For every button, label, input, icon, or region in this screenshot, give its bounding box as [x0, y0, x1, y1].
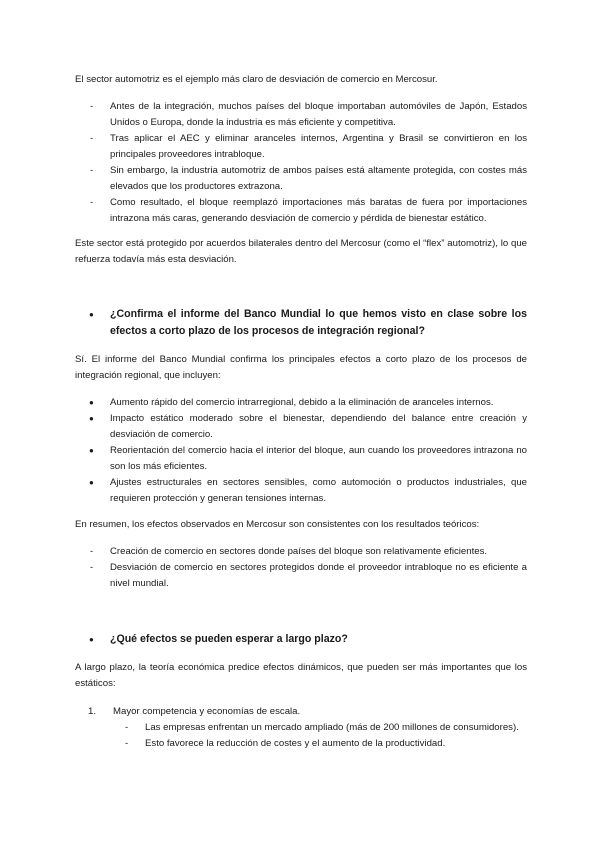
section-heading-world-bank: ● ¿Confirma el informe del Banco Mundial lo que hemos visto en clase sobre los efectos a corto plazo de los procesos de integración regional?	[89, 308, 527, 337]
list-item: - Creación de comercio en sectores donde países del bloque son relativamente eficientes.	[110, 544, 527, 560]
long-term-effects-list	[88, 704, 527, 720]
section-heading-long-term: ● ¿Qué efectos se pueden esperar a largo plazo?	[110, 631, 527, 648]
short-term-effects-list	[89, 395, 527, 507]
bullet-marker: ●	[89, 398, 94, 407]
competition-subpoints-list	[125, 720, 527, 752]
dash-marker: -	[90, 133, 94, 144]
number-marker: 1.	[88, 706, 97, 717]
list-item: - Como resultado, el bloque reemplazó importaciones más baratas de fuera por importaciones intrazona más caras, generando desviación de comercio y pérdida de bienestar estático.	[90, 197, 527, 224]
dash-marker: -	[90, 562, 94, 573]
dash-marker: -	[90, 546, 94, 557]
bullet-marker: ●	[89, 310, 94, 319]
list-item: ● Ajustes estructurales en sectores sensibles, como automoción o productos industriales, que requieren protección y generan tensiones internas.	[89, 477, 527, 504]
bullet-marker: ●	[89, 635, 94, 644]
list-item: ● Impacto estático moderado sobre el bienestar, dependiendo del balance entre creación y desviación de comercio.	[89, 413, 527, 440]
list-item: - Desviación de comercio en sectores protegidos donde el proveedor intrabloque no es eficiente a nivel mundial.	[90, 562, 527, 589]
dash-marker: -	[90, 197, 94, 208]
list-item: - Esto favorece la reducción de costes y el aumento de la productividad.	[145, 736, 527, 752]
automotive-points-list	[90, 99, 527, 227]
consistent-results-list	[90, 544, 527, 592]
intro-paragraph: El sector automotriz es el ejemplo más claro de desviación de comercio en Mercosur.	[75, 74, 438, 85]
dash-marker: -	[125, 722, 129, 733]
list-item: - Antes de la integración, muchos países del bloque importaban automóviles de Japón, Estados Unidos o Europa, donde la industria es más eficiente y competitiva.	[90, 101, 527, 128]
closing-paragraph: Este sector está protegido por acuerdos bilaterales dentro del Mercosur (como el “flex” automotriz), lo que refuerza todavía más esta desviación.	[75, 238, 527, 265]
dash-marker: -	[125, 738, 129, 749]
list-item: - Tras aplicar el AEC y eliminar aranceles internos, Argentina y Brasil se convirtieron en los principales proveedores intrabloque.	[90, 133, 527, 160]
dash-marker: -	[90, 165, 94, 176]
dash-marker: -	[90, 101, 94, 112]
list-item: 1. Mayor competencia y economías de escala.	[113, 704, 527, 720]
list-item: - Las empresas enfrentan un mercado ampliado (más de 200 millones de consumidores).	[145, 720, 527, 736]
list-item: ● Reorientación del comercio hacia el interior del bloque, aun cuando los proveedores intrazona no son los más eficientes.	[89, 445, 527, 472]
list-item: - Sin embargo, la industria automotriz de ambos países está altamente protegida, con costes más elevados que los productores extrazona.	[90, 165, 527, 192]
summary-paragraph: En resumen, los efectos observados en Mercosur son consistentes con los resultados teóricos:	[75, 519, 480, 530]
long-term-intro-paragraph: A largo plazo, la teoría económica predice efectos dinámicos, que pueden ser más importantes que los estáticos:	[75, 662, 527, 689]
bullet-marker: ●	[89, 478, 94, 487]
bullet-marker: ●	[89, 414, 94, 423]
list-item: ● Aumento rápido del comercio intrarregional, debido a la eliminación de aranceles internos.	[110, 395, 527, 411]
bullet-marker: ●	[89, 446, 94, 455]
world-bank-intro-paragraph: Sí. El informe del Banco Mundial confirma los principales efectos a corto plazo de los procesos de integración regional, que incluyen:	[75, 354, 527, 381]
